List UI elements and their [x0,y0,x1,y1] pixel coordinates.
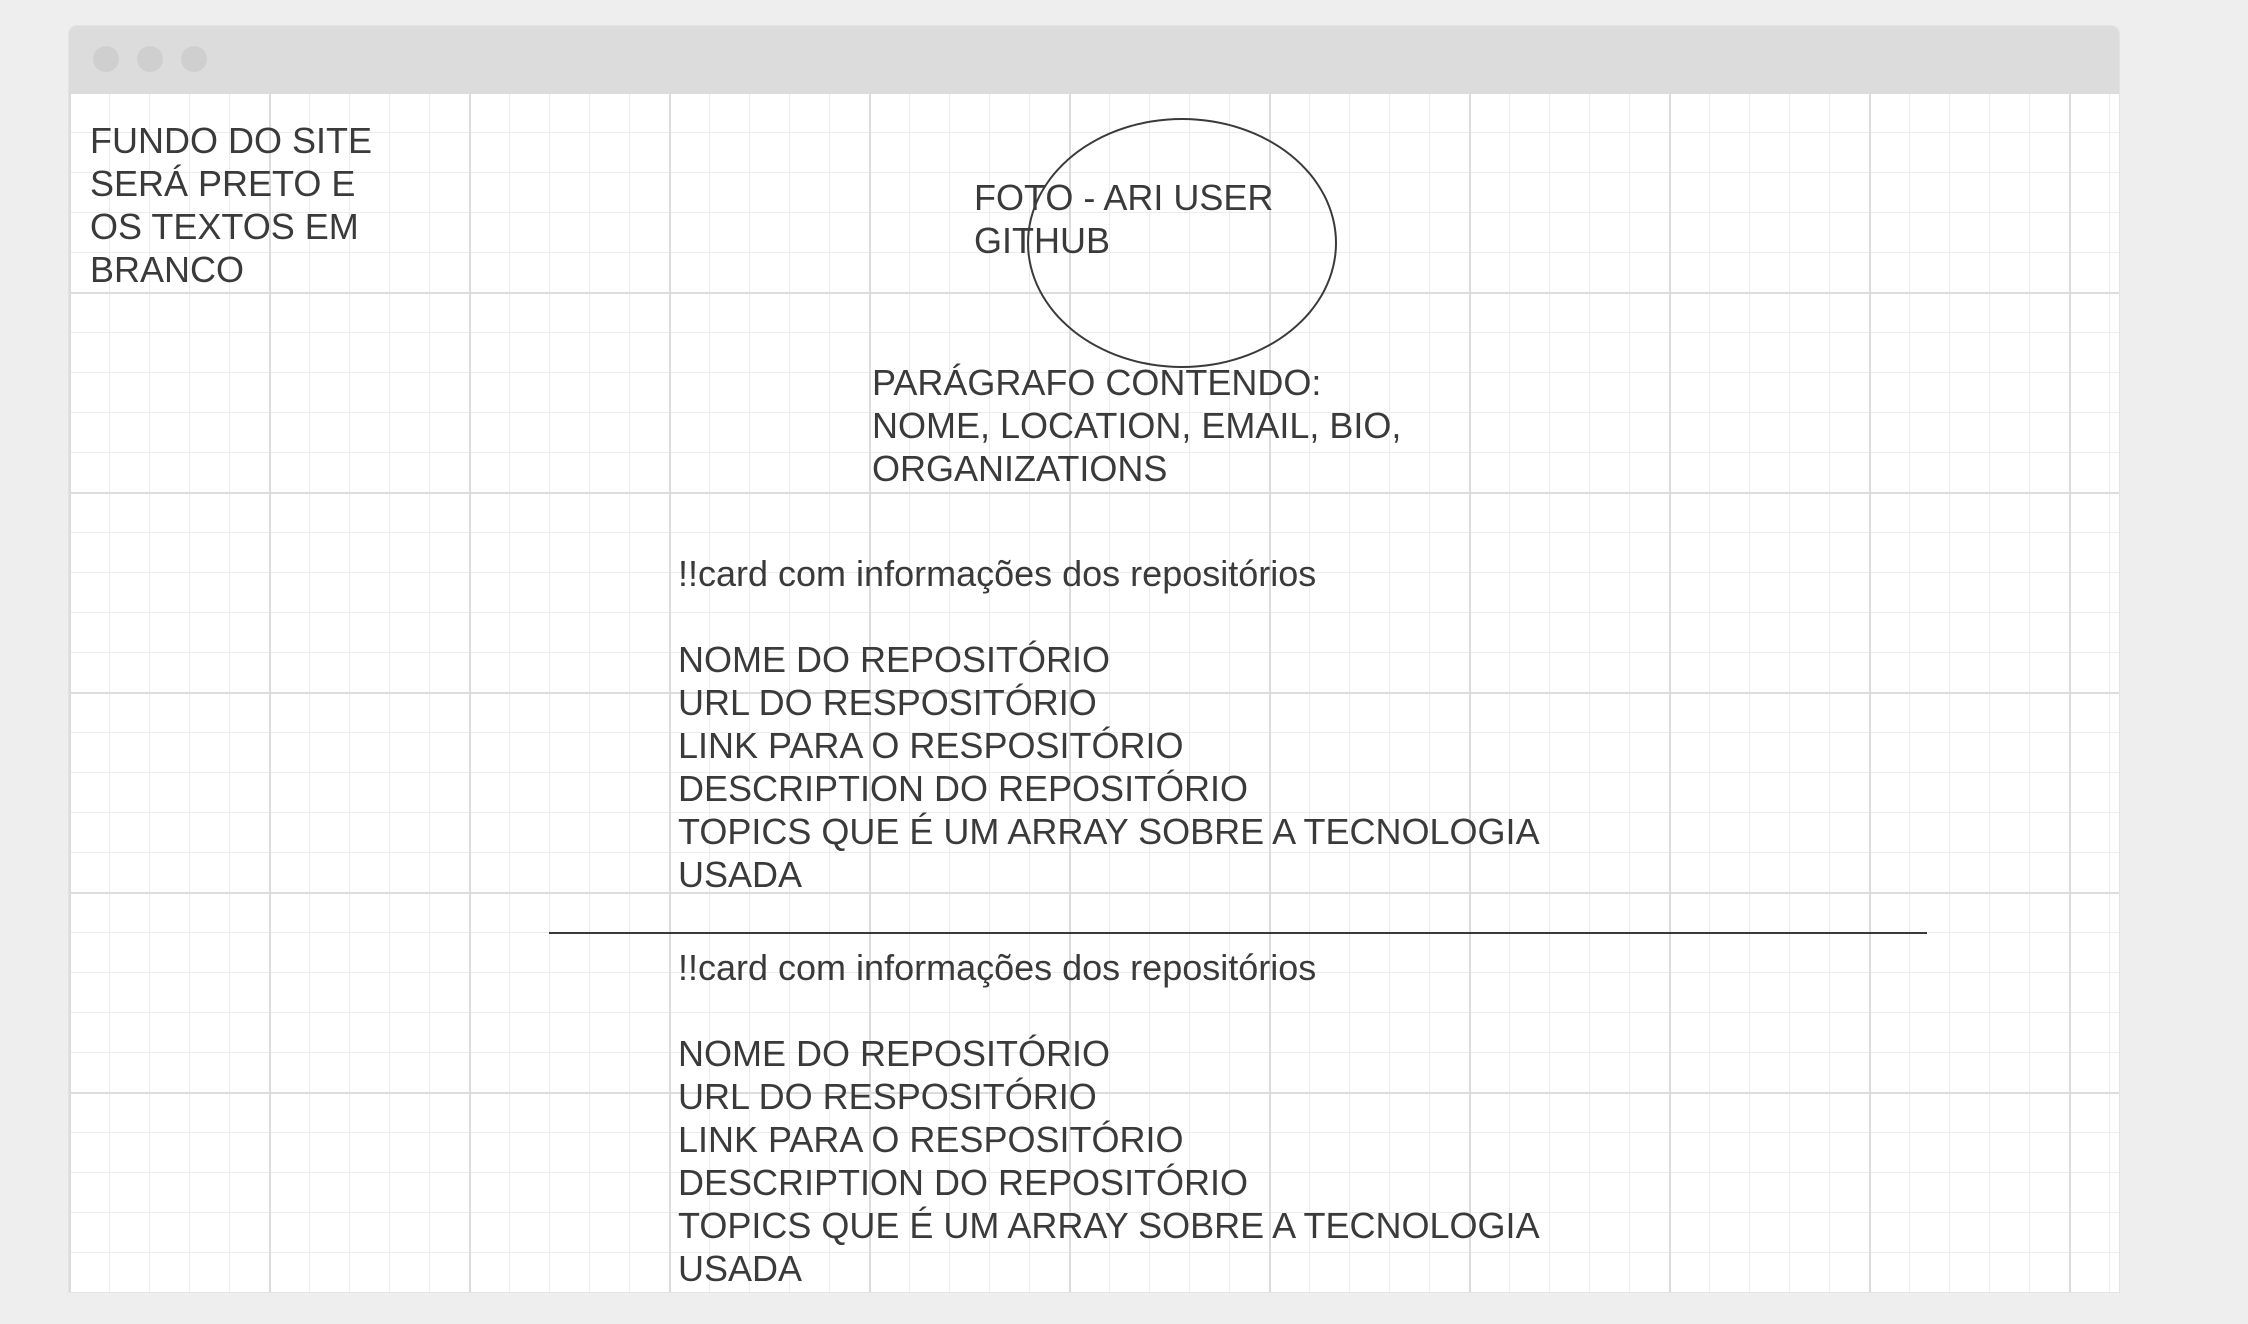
profile-photo-label [974,176,1273,262]
profile-paragraph-line: NOME, LOCATION, EMAIL, BIO, [872,405,1402,446]
background-note-line: BRANCO [90,249,245,290]
repository-topics: TOPICS QUE É UM ARRAY SOBRE A TECNOLOGIA [678,811,1540,852]
repository-url: URL DO RESPOSITÓRIO [678,1076,1097,1117]
repository-card-title: !!card com informações dos repositórios [678,553,1317,594]
repository-card [678,552,1540,896]
repository-name: NOME DO REPOSITÓRIO [678,1033,1111,1074]
repository-topics: TOPICS QUE É UM ARRAY SOBRE A TECNOLOGIA [678,1205,1540,1246]
repository-description: DESCRIPTION DO REPOSITÓRIO [678,768,1249,809]
repository-link: LINK PARA O RESPOSITÓRIO [678,1119,1184,1160]
repository-link: LINK PARA O RESPOSITÓRIO [678,725,1184,766]
repository-description: DESCRIPTION DO REPOSITÓRIO [678,1162,1249,1203]
background-note-line: FUNDO DO SITE [90,120,373,161]
background-note-line: SERÁ PRETO E [90,163,356,204]
profile-paragraph-line: ORGANIZATIONS [872,448,1168,489]
profile-paragraph [872,361,1401,490]
background-note-line: OS TEXTOS EM [90,206,359,247]
profile-photo-label-line: FOTO - ARI USER [974,177,1274,218]
close-window-icon[interactable] [93,46,119,72]
minimize-window-icon[interactable] [137,46,163,72]
repository-card [678,946,1540,1290]
repository-topics-continued: USADA [678,1248,803,1289]
card-divider [549,932,1927,934]
profile-photo-label-line: GITHUB [974,220,1111,261]
profile-paragraph-line: PARÁGRAFO CONTENDO: [872,362,1322,403]
background-note [90,119,372,291]
repository-card-title: !!card com informações dos repositórios [678,947,1317,988]
browser-window [69,26,2119,1292]
repository-url: URL DO RESPOSITÓRIO [678,682,1097,723]
repository-topics-continued: USADA [678,854,803,895]
maximize-window-icon[interactable] [181,46,207,72]
window-titlebar [69,26,2119,92]
repository-name: NOME DO REPOSITÓRIO [678,639,1111,680]
